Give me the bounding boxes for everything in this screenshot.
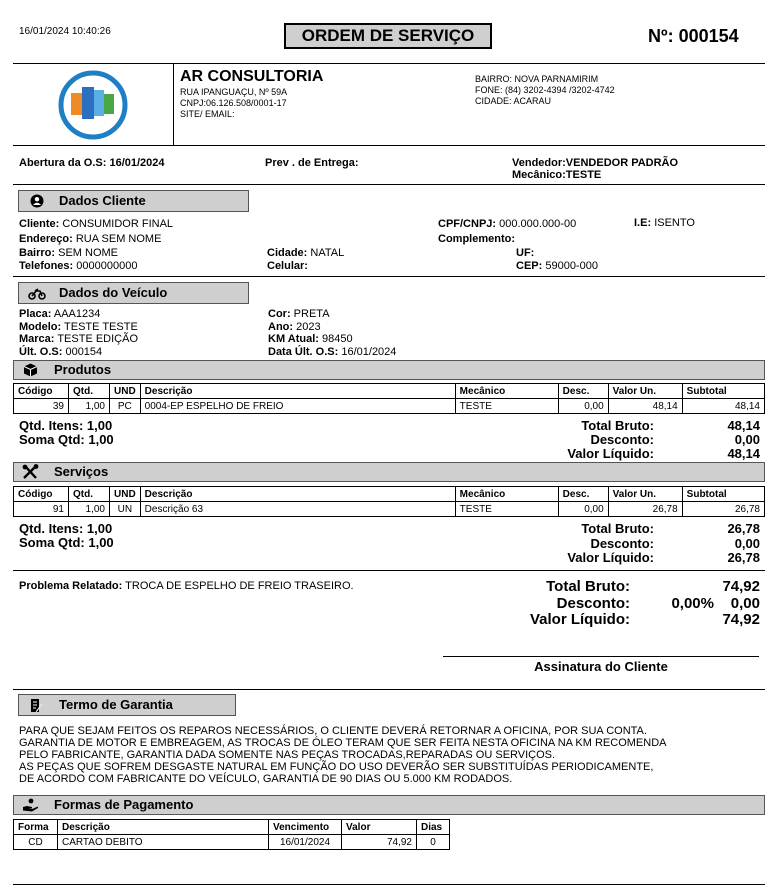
table-header-row bbox=[14, 384, 765, 399]
signature-line bbox=[443, 656, 759, 657]
payment-hand-icon bbox=[23, 798, 39, 812]
servicos-table bbox=[13, 486, 765, 517]
cell-und: PC bbox=[110, 399, 141, 414]
cell-descricao: 0004-EP ESPELHO DE FREIO bbox=[140, 399, 455, 414]
servicos-totals bbox=[540, 522, 760, 566]
section-servicos bbox=[13, 462, 765, 482]
section-formas-pagamento bbox=[13, 795, 765, 815]
col-mecanico: Mecânico bbox=[455, 487, 558, 502]
tools-icon bbox=[22, 464, 39, 480]
servicos-qtd-summary bbox=[19, 522, 114, 550]
pagamento-table bbox=[13, 819, 450, 850]
col-descricao: Descrição bbox=[140, 487, 455, 502]
col-descricao: Descrição bbox=[140, 384, 455, 399]
table-header-row bbox=[14, 487, 765, 502]
table-header-row bbox=[14, 820, 450, 835]
desconto-value: 0,00 bbox=[734, 432, 760, 447]
cliente-label: Cliente: bbox=[19, 218, 60, 230]
veiculo-col-1 bbox=[19, 308, 138, 358]
telefones-label: Telefones: bbox=[19, 260, 74, 272]
resumo-totals bbox=[510, 579, 760, 629]
cell-desc: 0,00 bbox=[558, 399, 608, 414]
total-bruto-value: 26,78 bbox=[727, 521, 760, 536]
cell-und: UN bbox=[110, 502, 141, 517]
qtd-itens-value: 1,00 bbox=[86, 521, 113, 536]
ie bbox=[634, 217, 695, 229]
col-valor-un: Valor Un. bbox=[608, 384, 682, 399]
cpf-label: CPF/CNPJ: bbox=[438, 218, 497, 230]
total-bruto-label: Total Bruto: bbox=[581, 418, 654, 433]
resumo-valor-liquido-label: Valor Líquido: bbox=[530, 611, 630, 628]
modelo-label: Modelo: bbox=[19, 320, 62, 333]
cell-mecanico: TESTE bbox=[455, 399, 558, 414]
cliente-col-1 bbox=[19, 217, 173, 247]
total-bruto-label: Total Bruto: bbox=[581, 521, 654, 536]
col-und: UND bbox=[110, 487, 141, 502]
cliente-col-2 bbox=[267, 247, 344, 273]
mecanico-label: Mecânico: bbox=[512, 169, 566, 181]
table-row bbox=[14, 399, 765, 414]
soma-qtd-label: Soma Qtd: bbox=[19, 432, 85, 447]
resumo-desconto-pct: 0,00% bbox=[671, 594, 714, 612]
motorcycle-icon bbox=[28, 288, 46, 300]
cell-codigo: 91 bbox=[14, 502, 69, 517]
resumo-desconto-value: 0,00 bbox=[730, 594, 760, 612]
garantia-line: DE ACORDO COM FABRICANTE DO VEÍCULO, GARANTIA DE 90 DIAS OU 5.000 KM RODADOS. bbox=[19, 773, 513, 785]
ie-label: I.E: bbox=[634, 217, 652, 229]
company-bairro: BAIRRO: NOVA PARNAMIRIM bbox=[475, 74, 599, 84]
veiculo-col-2 bbox=[268, 308, 396, 358]
col-vencimento: Vencimento bbox=[269, 820, 342, 835]
cliente-col-3b bbox=[516, 247, 598, 273]
cidade-label: Cidade: bbox=[267, 247, 308, 259]
col-qtd: Qtd. bbox=[69, 487, 110, 502]
col-desc: Desc. bbox=[558, 384, 608, 399]
cell-descricao: Descrição 63 bbox=[140, 502, 455, 517]
problema-relatado bbox=[19, 580, 354, 592]
cell-codigo: 39 bbox=[14, 399, 69, 414]
cell-forma: CD bbox=[14, 835, 58, 850]
soma-qtd-label: Soma Qtd: bbox=[19, 535, 85, 550]
vendedor-label: Vendedor: bbox=[512, 157, 566, 169]
col-desc: Desc. bbox=[558, 487, 608, 502]
resumo-total-bruto-label: Total Bruto: bbox=[546, 578, 630, 595]
user-icon bbox=[30, 194, 44, 208]
ult-os-label: Últ. O.S: bbox=[19, 345, 63, 358]
endereco-label: Endereço: bbox=[19, 233, 73, 245]
os-number-label: Nº: bbox=[648, 26, 674, 46]
prev-entrega-label: Prev . de Entrega: bbox=[265, 157, 359, 169]
desconto-label: Desconto: bbox=[590, 535, 654, 551]
placa-label: Placa: bbox=[19, 308, 52, 320]
valor-liquido-label: Valor Líquido: bbox=[567, 446, 654, 461]
ie-value: ISENTO bbox=[654, 217, 695, 229]
section-produtos bbox=[13, 360, 765, 380]
produtos-totals bbox=[540, 419, 760, 461]
qtd-itens-value: 1,00 bbox=[86, 418, 113, 433]
col-valor-un: Valor Un. bbox=[608, 487, 682, 502]
cell-subtotal: 26,78 bbox=[682, 502, 764, 517]
section-formas-pagamento-title: Formas de Pagamento bbox=[54, 797, 194, 812]
col-subtotal: Subtotal bbox=[682, 384, 764, 399]
garantia-line: GARANTIA DE MOTOR E EMBREAGEM, AS TROCAS DE ÓLEO TERAM QUE SER FEITA NESTA OFICINA NA KM RECOMENDA bbox=[19, 737, 667, 749]
soma-qtd-value: 1,00 bbox=[88, 432, 114, 447]
os-number bbox=[648, 26, 739, 47]
cell-valor-un: 48,14 bbox=[608, 399, 682, 414]
abertura-label: Abertura da O.S: bbox=[19, 157, 107, 169]
col-subtotal: Subtotal bbox=[682, 487, 764, 502]
cell-mecanico: TESTE bbox=[455, 502, 558, 517]
col-valor: Valor bbox=[342, 820, 417, 835]
telefones-value: 0000000000 bbox=[76, 260, 138, 272]
col-mecanico: Mecânico bbox=[455, 384, 558, 399]
table-row bbox=[14, 502, 765, 517]
cell-qtd: 1,00 bbox=[69, 502, 110, 517]
document-edit-icon bbox=[30, 698, 43, 713]
company-logo bbox=[55, 70, 131, 140]
section-produtos-title: Produtos bbox=[54, 362, 112, 377]
soma-qtd-value: 1,00 bbox=[88, 535, 114, 550]
complemento-label: Complemento: bbox=[438, 233, 515, 245]
cep-value: 59000-000 bbox=[545, 260, 598, 272]
cell-subtotal: 48,14 bbox=[682, 399, 764, 414]
bairro-label: Bairro: bbox=[19, 247, 56, 259]
table-row bbox=[14, 835, 450, 850]
marca-value: TESTE EDIÇÃO bbox=[57, 333, 139, 345]
document-title: ORDEM DE SERVIÇO bbox=[284, 23, 492, 49]
box-icon bbox=[23, 363, 38, 377]
garantia-line: PARA QUE SEJAM FEITOS OS REPAROS NECESSÁRIOS, O CLIENTE DEVERÁ RETORNAR A OFICINA, POR SUA CONTA. bbox=[19, 725, 647, 737]
resumo-desconto-label: Desconto: bbox=[556, 594, 630, 612]
col-forma: Forma bbox=[14, 820, 58, 835]
total-bruto-value: 48,14 bbox=[727, 418, 760, 433]
abertura-value: 16/01/2024 bbox=[109, 157, 165, 169]
produtos-qtd-summary bbox=[19, 419, 114, 447]
cell-vencimento: 16/01/2024 bbox=[269, 835, 342, 850]
problema-label: Problema Relatado: bbox=[19, 580, 123, 592]
data-ult-value: 16/01/2024 bbox=[341, 345, 397, 358]
resumo-valor-liquido-value: 74,92 bbox=[722, 611, 760, 628]
ano-value: 2023 bbox=[296, 320, 321, 333]
vendedor-value: VENDEDOR PADRÃO bbox=[565, 157, 679, 169]
bairro-value: SEM NOME bbox=[58, 247, 119, 259]
section-dados-cliente-title: Dados Cliente bbox=[59, 193, 146, 208]
valor-liquido-value: 48,14 bbox=[727, 446, 760, 461]
placa-value: AAA1234 bbox=[53, 308, 101, 320]
cpf-value: 000.000.000-00 bbox=[499, 218, 577, 230]
col-descricao: Descrição bbox=[58, 820, 269, 835]
col-qtd: Qtd. bbox=[69, 384, 110, 399]
modelo-value: TESTE TESTE bbox=[64, 320, 138, 333]
qtd-itens-label: Qtd. Itens: bbox=[19, 418, 84, 433]
cell-dias: 0 bbox=[417, 835, 450, 850]
company-name: AR CONSULTORIA bbox=[180, 68, 324, 85]
section-dados-cliente bbox=[18, 190, 249, 212]
assinatura-label: Assinatura do Cliente bbox=[534, 659, 668, 674]
desconto-label: Desconto: bbox=[590, 432, 654, 447]
problema-value: TROCA DE ESPELHO DE FREIO TRASEIRO. bbox=[125, 580, 354, 592]
col-dias: Dias bbox=[417, 820, 450, 835]
km-label: KM Atual: bbox=[268, 333, 319, 345]
cell-valor-un: 26,78 bbox=[608, 502, 682, 517]
ano-label: Ano: bbox=[268, 320, 294, 333]
qtd-itens-label: Qtd. Itens: bbox=[19, 521, 84, 536]
cor-label: Cor: bbox=[268, 308, 291, 320]
section-dados-veiculo bbox=[18, 282, 249, 304]
cor-value: PRETA bbox=[293, 308, 330, 320]
data-ult-label: Data Últ. O.S: bbox=[268, 345, 339, 358]
section-servicos-title: Serviços bbox=[54, 464, 109, 479]
cliente-value: CONSUMIDOR FINAL bbox=[62, 218, 174, 230]
vendedor-mecanico bbox=[512, 157, 678, 181]
mecanico-value: TESTE bbox=[565, 169, 602, 181]
section-termo-garantia-title: Termo de Garantia bbox=[59, 697, 173, 712]
col-codigo: Código bbox=[14, 487, 69, 502]
company-fone: FONE: (84) 3202-4394 /3202-4742 bbox=[475, 85, 615, 95]
valor-liquido-label: Valor Líquido: bbox=[567, 550, 654, 565]
cliente-col-3 bbox=[438, 217, 576, 247]
company-details bbox=[180, 87, 287, 120]
cep-label: CEP: bbox=[516, 260, 543, 272]
garantia-text bbox=[19, 725, 667, 785]
company-contact bbox=[475, 74, 615, 107]
produtos-table bbox=[13, 383, 765, 414]
section-dados-veiculo-title: Dados do Veículo bbox=[59, 285, 168, 300]
col-und: UND bbox=[110, 384, 141, 399]
company-address: RUA IPANGUAÇU, Nº 59A bbox=[180, 87, 288, 97]
abertura bbox=[19, 157, 165, 169]
company-site: SITE/ EMAIL: bbox=[180, 109, 235, 119]
endereco-value: RUA SEM NOME bbox=[75, 233, 162, 245]
cidade-value: NATAL bbox=[310, 247, 345, 259]
garantia-line: PELO FABRICANTE, GARANTIA DADA SOMENTE NAS PEÇAS TROCADAS,REPARADAS OU SERVIÇOS. bbox=[19, 749, 556, 761]
company-cnpj: CNPJ:06.126.508/0001-17 bbox=[180, 98, 287, 108]
valor-liquido-value: 26,78 bbox=[727, 550, 760, 565]
marca-label: Marca: bbox=[19, 333, 55, 345]
cell-qtd: 1,00 bbox=[69, 399, 110, 414]
ult-os-value: 000154 bbox=[65, 345, 103, 358]
cell-desc: 0,00 bbox=[558, 502, 608, 517]
uf-label: UF: bbox=[516, 247, 535, 259]
section-termo-garantia bbox=[18, 694, 236, 716]
desconto-value: 0,00 bbox=[734, 535, 760, 551]
company-cidade: CIDADE: ACARAU bbox=[475, 96, 552, 106]
col-codigo: Código bbox=[14, 384, 69, 399]
print-datetime: 16/01/2024 10:40:26 bbox=[19, 26, 111, 37]
cell-descricao: CARTAO DEBITO bbox=[58, 835, 269, 850]
cliente-col-1b bbox=[19, 247, 137, 273]
resumo-total-bruto-value: 74,92 bbox=[722, 578, 760, 595]
os-number-value: 000154 bbox=[678, 26, 739, 46]
celular-label: Celular: bbox=[267, 260, 308, 272]
garantia-line: AS PEÇAS QUE SOFREM DESGASTE NATURAL EM FUNÇÃO DO USO DEVERÃO SER SUBSTITUÍDAS PERIODICAMENTE, bbox=[19, 761, 654, 773]
km-value: 98450 bbox=[321, 333, 353, 345]
cell-valor: 74,92 bbox=[342, 835, 417, 850]
